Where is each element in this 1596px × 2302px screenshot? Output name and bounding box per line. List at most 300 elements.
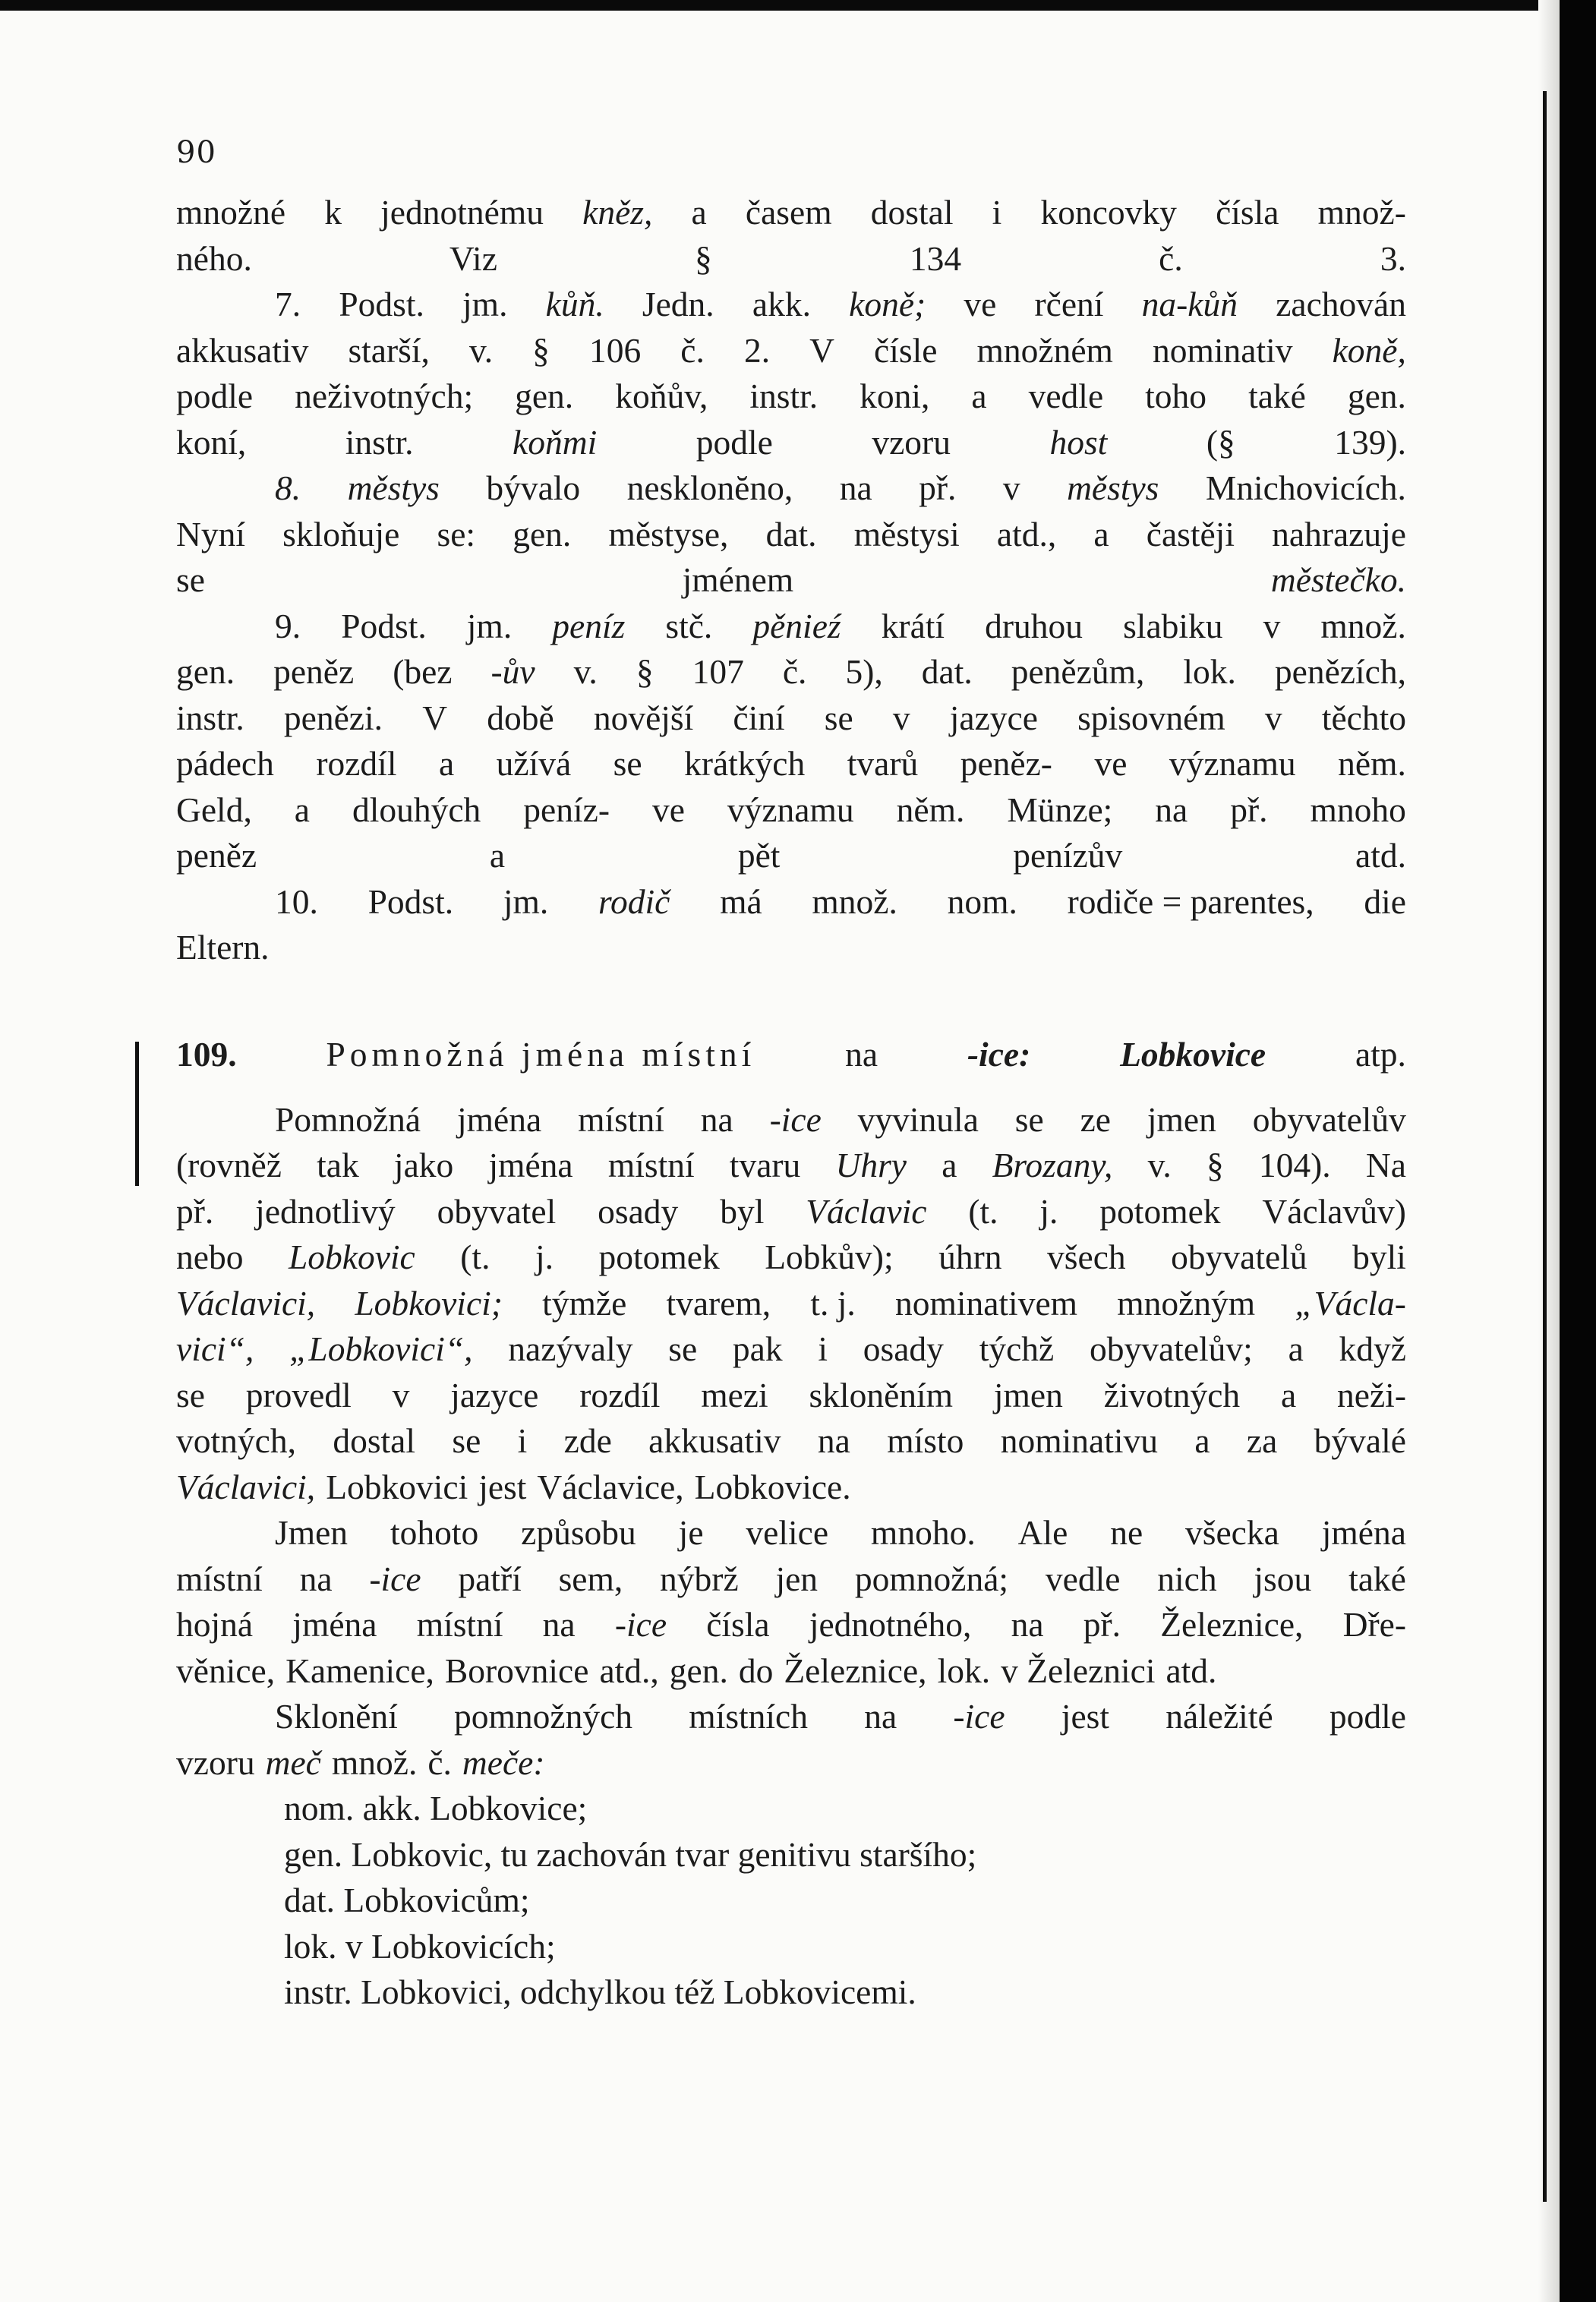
word: rodič (598, 881, 670, 921)
word: mnoho (1310, 790, 1406, 829)
text-line (176, 374, 1406, 420)
word: sem, (558, 1559, 623, 1598)
word: se (1014, 1099, 1044, 1139)
word: instr. (749, 377, 819, 415)
word: t. j. (810, 1283, 856, 1323)
section-gap (176, 971, 1406, 1032)
word: koňmi (513, 422, 598, 462)
word: věnice, (176, 1651, 276, 1690)
word: Münze; (1007, 790, 1113, 829)
word: se (613, 744, 642, 783)
paragraph-2 (176, 1510, 1406, 1694)
word: jest (1061, 1697, 1109, 1736)
word: zde (563, 1421, 612, 1460)
page-text (176, 190, 1406, 2016)
word: místní (578, 1099, 664, 1139)
page-number: 90 (176, 135, 216, 170)
word: ného. (176, 238, 252, 278)
word: Lobkovic (288, 1238, 415, 1276)
word: na (817, 1421, 850, 1460)
word: ze (1080, 1099, 1111, 1139)
word: Václavici, (176, 1283, 316, 1323)
paragraph-3 (176, 1694, 1406, 1786)
word: pomnožných (454, 1697, 633, 1736)
word: slabiku (1123, 606, 1223, 645)
text-line (176, 1326, 1406, 1373)
word: Geld, (176, 790, 252, 829)
text-line (176, 649, 1406, 695)
word: akkusativ (176, 330, 309, 370)
word: a (1288, 1329, 1304, 1368)
word: mezi (701, 1375, 768, 1414)
word: místních (689, 1697, 808, 1736)
word: č. (680, 330, 705, 370)
word: Železnice, (1160, 1605, 1304, 1644)
word: instr. (176, 698, 244, 737)
word: Na (1365, 1146, 1406, 1184)
word: mnoho. (870, 1513, 976, 1552)
word: Borovnice (444, 1651, 589, 1690)
word: velice (746, 1513, 829, 1552)
word: v. (1147, 1146, 1172, 1184)
word: gen. (669, 1651, 728, 1690)
word: Uhry (835, 1146, 907, 1184)
text-line (176, 833, 1406, 879)
word: se (452, 1421, 481, 1460)
word: tvaru (729, 1146, 801, 1184)
word: bývalo (486, 468, 581, 507)
word: jednotnému (380, 193, 544, 232)
word: na (839, 468, 872, 507)
word: kněz, (582, 193, 653, 232)
word: jest (478, 1467, 527, 1506)
word: Jedn. (642, 285, 714, 323)
word: tvarem, (666, 1283, 771, 1323)
word: množ. (1320, 606, 1406, 645)
text-line (176, 282, 1406, 328)
word: jazyce (450, 1375, 539, 1414)
word: V (809, 330, 834, 370)
word: meče: (462, 1742, 545, 1782)
word: 8. (275, 468, 301, 507)
word: ne (1110, 1513, 1143, 1552)
word: § (636, 652, 654, 691)
word: § (1206, 1146, 1224, 1184)
word: nominativu (1000, 1421, 1158, 1460)
word: č. (427, 1742, 452, 1782)
word: Václavic (806, 1191, 927, 1231)
section-title-tail: atp. (1355, 1034, 1406, 1074)
word: peníz- (523, 790, 610, 829)
word: nebo (176, 1238, 244, 1276)
word: koňův, (615, 377, 708, 415)
word: v. (573, 652, 598, 691)
word: také (1248, 377, 1306, 415)
word: životných (1103, 1375, 1241, 1414)
word: koncovky (1040, 193, 1177, 232)
word: tohoto (390, 1513, 479, 1552)
word: starší, (348, 330, 430, 370)
word: rozdíl (579, 1375, 661, 1414)
word: neži- (1337, 1375, 1406, 1414)
word: všech (1047, 1238, 1126, 1276)
word: host (1049, 422, 1108, 462)
word: jednotného, (809, 1605, 972, 1644)
word: druhou (985, 606, 1083, 645)
word: nazývaly (508, 1329, 633, 1368)
word: obyvatelův; (1089, 1329, 1253, 1368)
word: se (176, 560, 205, 599)
word: městys (347, 468, 440, 507)
word: množném (976, 330, 1113, 370)
word: (t. (460, 1238, 490, 1276)
word: vzoru (872, 422, 951, 462)
word: Podst. (339, 285, 424, 323)
word: ve (1094, 744, 1128, 783)
word: atd., (996, 514, 1057, 553)
word: osady (598, 1191, 679, 1231)
word: nominativem (894, 1283, 1078, 1323)
word: „Lobkovici“, (289, 1329, 473, 1368)
word: vedle (1045, 1559, 1121, 1598)
word: na (299, 1559, 333, 1598)
word: 139). (1334, 422, 1406, 462)
word: a (489, 836, 506, 875)
word: vyvinula (857, 1099, 979, 1139)
word: místo (887, 1421, 964, 1460)
word: jmen (1147, 1099, 1216, 1139)
word: v (1263, 606, 1281, 645)
word: v (392, 1375, 410, 1414)
word: (§ (1206, 422, 1235, 462)
word: V (422, 698, 448, 737)
word: Viz (449, 238, 497, 278)
declension-line: gen. Lobkovic, tu zachován tvar genitivu staršího; (284, 1834, 977, 1874)
word: j. (1039, 1191, 1058, 1231)
word: atd., (599, 1651, 659, 1690)
word: dlouhých (352, 790, 481, 829)
word: k (324, 193, 342, 232)
word: toho (1145, 377, 1207, 415)
word: -ice (953, 1697, 1005, 1736)
word: jednotlivý (255, 1191, 396, 1231)
text-line (176, 328, 1406, 374)
word: místní (176, 1559, 263, 1598)
word: penězích, (1274, 652, 1406, 691)
word: penězům, (1011, 652, 1145, 691)
word: když (1339, 1329, 1406, 1368)
declension-line: nom. akk. Lobkovice; (284, 1789, 588, 1827)
word: Podst. (367, 881, 454, 921)
word: Lobkovici (326, 1467, 468, 1506)
word: 134 (909, 238, 962, 278)
word: podle (176, 377, 254, 415)
word: ve (964, 285, 997, 323)
word: dostal (333, 1421, 416, 1460)
word: peněz- (960, 744, 1052, 783)
word: jen (775, 1559, 819, 1598)
word: všecka (1185, 1513, 1279, 1552)
word: a (1281, 1375, 1297, 1414)
section-108-continuation (176, 190, 1406, 971)
word: 7. (275, 285, 301, 323)
word: podle (1329, 1697, 1406, 1736)
word: místní (607, 1146, 695, 1184)
word: (t. (968, 1191, 998, 1231)
word: a (691, 193, 707, 232)
word: bývalé (1314, 1421, 1406, 1460)
word: -ův (490, 652, 535, 691)
word: 5), (845, 652, 883, 691)
word: čísla (706, 1605, 770, 1644)
section-number: 109. (176, 1034, 237, 1074)
word: městečko. (1270, 560, 1406, 599)
word: lok. (937, 1651, 991, 1690)
text-line (176, 695, 1406, 742)
declension-line: dat. Lobkovicům; (284, 1881, 530, 1919)
word: dat. (921, 652, 973, 691)
word: i (992, 193, 1002, 232)
word: „Václa- (1295, 1283, 1406, 1323)
word: č. (1159, 238, 1183, 278)
word: koni, (860, 377, 930, 415)
word: patří (458, 1559, 522, 1598)
word: koní, (176, 422, 247, 462)
word: městys (1067, 468, 1159, 507)
word: pomnožná; (854, 1559, 1009, 1598)
word: Eltern. (176, 928, 270, 967)
text-line (176, 1097, 1406, 1143)
word: na (542, 1605, 576, 1644)
word: jména (488, 1146, 573, 1184)
word: Ale (1017, 1513, 1068, 1552)
word: § (532, 330, 550, 370)
word: 2. (743, 330, 771, 370)
word: pěnieź (752, 606, 841, 645)
word: něm. (1338, 744, 1406, 783)
declension-line: lok. v Lobkovicích; (284, 1926, 556, 1966)
word: vedle (1028, 377, 1104, 415)
word: jsou (1254, 1559, 1312, 1598)
text-line (176, 1189, 1406, 1235)
word: časem (745, 193, 832, 232)
word: Nyní (176, 514, 245, 553)
word: Václavice, (537, 1467, 684, 1506)
word: se (824, 698, 853, 737)
word: Lobkův); (765, 1238, 894, 1276)
word: Pomnožná (275, 1099, 421, 1139)
word: pak (732, 1329, 783, 1368)
word: 104). (1258, 1146, 1331, 1184)
word: novější (593, 698, 694, 737)
word: spisovném (1077, 698, 1225, 737)
word: Václavův) (1262, 1191, 1406, 1231)
word: nich (1157, 1559, 1217, 1598)
word: provedl (245, 1375, 352, 1414)
scan-edge-right (1560, 0, 1596, 2302)
word: městyse, (608, 514, 729, 553)
text-line (176, 1510, 1406, 1556)
word: jména (1321, 1513, 1406, 1552)
paragraph-1 (176, 1097, 1406, 1511)
word: nesklonĕno, (626, 468, 793, 507)
word: peněz (176, 836, 257, 875)
word: na-kůň (1141, 285, 1238, 323)
word: je (678, 1513, 704, 1552)
word: obyvatel (437, 1191, 557, 1231)
word: lok. (1183, 652, 1236, 691)
text-line (176, 465, 1406, 512)
word: 9. (275, 606, 301, 645)
text-line (176, 1143, 1406, 1189)
word: Kamenice, (285, 1651, 434, 1690)
word: jm. (503, 881, 549, 921)
text-line (176, 879, 1406, 926)
word: gen. (176, 652, 235, 691)
word: a (1194, 1421, 1210, 1460)
text-line (176, 512, 1406, 558)
word: obyvatelů (1171, 1238, 1307, 1276)
word: pět (737, 836, 781, 875)
text-line (176, 1740, 1406, 1786)
word: gen. (515, 377, 574, 415)
word: významu (1169, 744, 1296, 783)
word: j. (535, 1238, 554, 1276)
word: 3. (1380, 238, 1406, 278)
section-title-connector: na (845, 1034, 878, 1074)
word: něm. (896, 790, 965, 829)
word: a (971, 377, 987, 415)
word: jako (393, 1146, 454, 1184)
text-line (176, 925, 1406, 971)
section-title: Pomnožná jména místní (326, 1034, 756, 1074)
declension-line: instr. Lobkovici, odchylkou též Lobkovicemi. (284, 1972, 916, 2011)
text-line (176, 236, 1406, 282)
word: úhrn (938, 1238, 1002, 1276)
word: byli (1352, 1238, 1406, 1276)
word: a (1093, 514, 1109, 553)
word: i (818, 1329, 828, 1368)
word: množ. (812, 881, 897, 921)
word: jm. (466, 606, 513, 645)
word: má (720, 881, 762, 921)
word: -ice (369, 1559, 421, 1598)
binding-edge-line (1543, 91, 1547, 2202)
word: Železnice, (784, 1651, 927, 1690)
word: v. (468, 330, 494, 370)
word: se: (437, 514, 476, 553)
word: atd. (1355, 836, 1406, 875)
word: obyvatelův (1252, 1099, 1406, 1139)
word: vzoru (176, 1742, 255, 1782)
word: jm. (462, 285, 508, 323)
word: množ- (1317, 193, 1406, 232)
word: jmen (993, 1375, 1063, 1414)
text-line (176, 190, 1406, 236)
word: podle (695, 422, 773, 462)
word: čísle (874, 330, 938, 370)
word: Václavici, (176, 1467, 316, 1506)
word: nahrazuje (1272, 514, 1406, 553)
text-line (176, 787, 1406, 834)
word: Mnichovicích. (1205, 468, 1406, 507)
word: Brozany, (992, 1146, 1113, 1184)
word: Sklonění (275, 1697, 398, 1736)
word: (rovněž (176, 1146, 282, 1184)
text-line (176, 1602, 1406, 1648)
word: na (1011, 1605, 1044, 1644)
word: osady (863, 1329, 944, 1368)
word: ve (651, 790, 685, 829)
text-line (176, 1648, 1406, 1695)
text-line (176, 1373, 1406, 1419)
text-line (176, 741, 1406, 787)
word: se (668, 1329, 698, 1368)
word: votných, (176, 1421, 296, 1460)
word: užívá (496, 744, 572, 783)
word: množným (1117, 1283, 1256, 1323)
word: na (864, 1697, 897, 1736)
word: týchž (979, 1329, 1055, 1368)
word: místní (416, 1605, 503, 1644)
text-line (176, 1465, 1406, 1511)
word: die (1364, 881, 1406, 921)
word: př. (919, 468, 957, 507)
word: byl (720, 1191, 765, 1231)
word: peníz (552, 606, 626, 645)
word: kůň. (545, 285, 604, 323)
margin-pencil-mark (135, 1042, 139, 1186)
word: akkusativ (648, 1421, 781, 1460)
word: dat. (765, 514, 817, 553)
word: dostal (870, 193, 954, 232)
heading-gap (176, 1079, 1406, 1097)
word: gen. (1347, 377, 1406, 415)
word: Lobkovice. (694, 1467, 851, 1506)
word: a (942, 1146, 957, 1184)
word: rčení (1034, 285, 1104, 323)
word: neživotných; (295, 377, 474, 415)
word: rozdíl (316, 744, 397, 783)
word: nom. (947, 881, 1017, 921)
section-heading-109 (176, 1032, 1406, 1079)
text-line (176, 1235, 1406, 1281)
text-line (176, 604, 1406, 650)
word: -ice (614, 1605, 667, 1644)
word: př. (1230, 790, 1268, 829)
word: množ. (331, 1742, 418, 1782)
word: př. (176, 1191, 214, 1231)
word: i (517, 1421, 528, 1460)
word: potomek (598, 1238, 720, 1276)
scan-edge-top (0, 0, 1596, 11)
word: skloněním (809, 1375, 954, 1414)
word: těchto (1321, 698, 1406, 737)
word: krátkých (684, 744, 806, 783)
word: na (700, 1099, 733, 1139)
word: př. (1083, 1605, 1121, 1644)
word: v (892, 698, 910, 737)
word: (bez (393, 652, 453, 691)
text-line (176, 420, 1406, 466)
word: činí (733, 698, 785, 737)
word: rodiče = parentes, (1067, 881, 1314, 921)
word: čísla (1216, 193, 1279, 232)
word: koně; (849, 285, 926, 323)
scan-shadow-right (1538, 0, 1560, 2302)
word: významu (727, 790, 854, 829)
word: a (438, 744, 455, 783)
